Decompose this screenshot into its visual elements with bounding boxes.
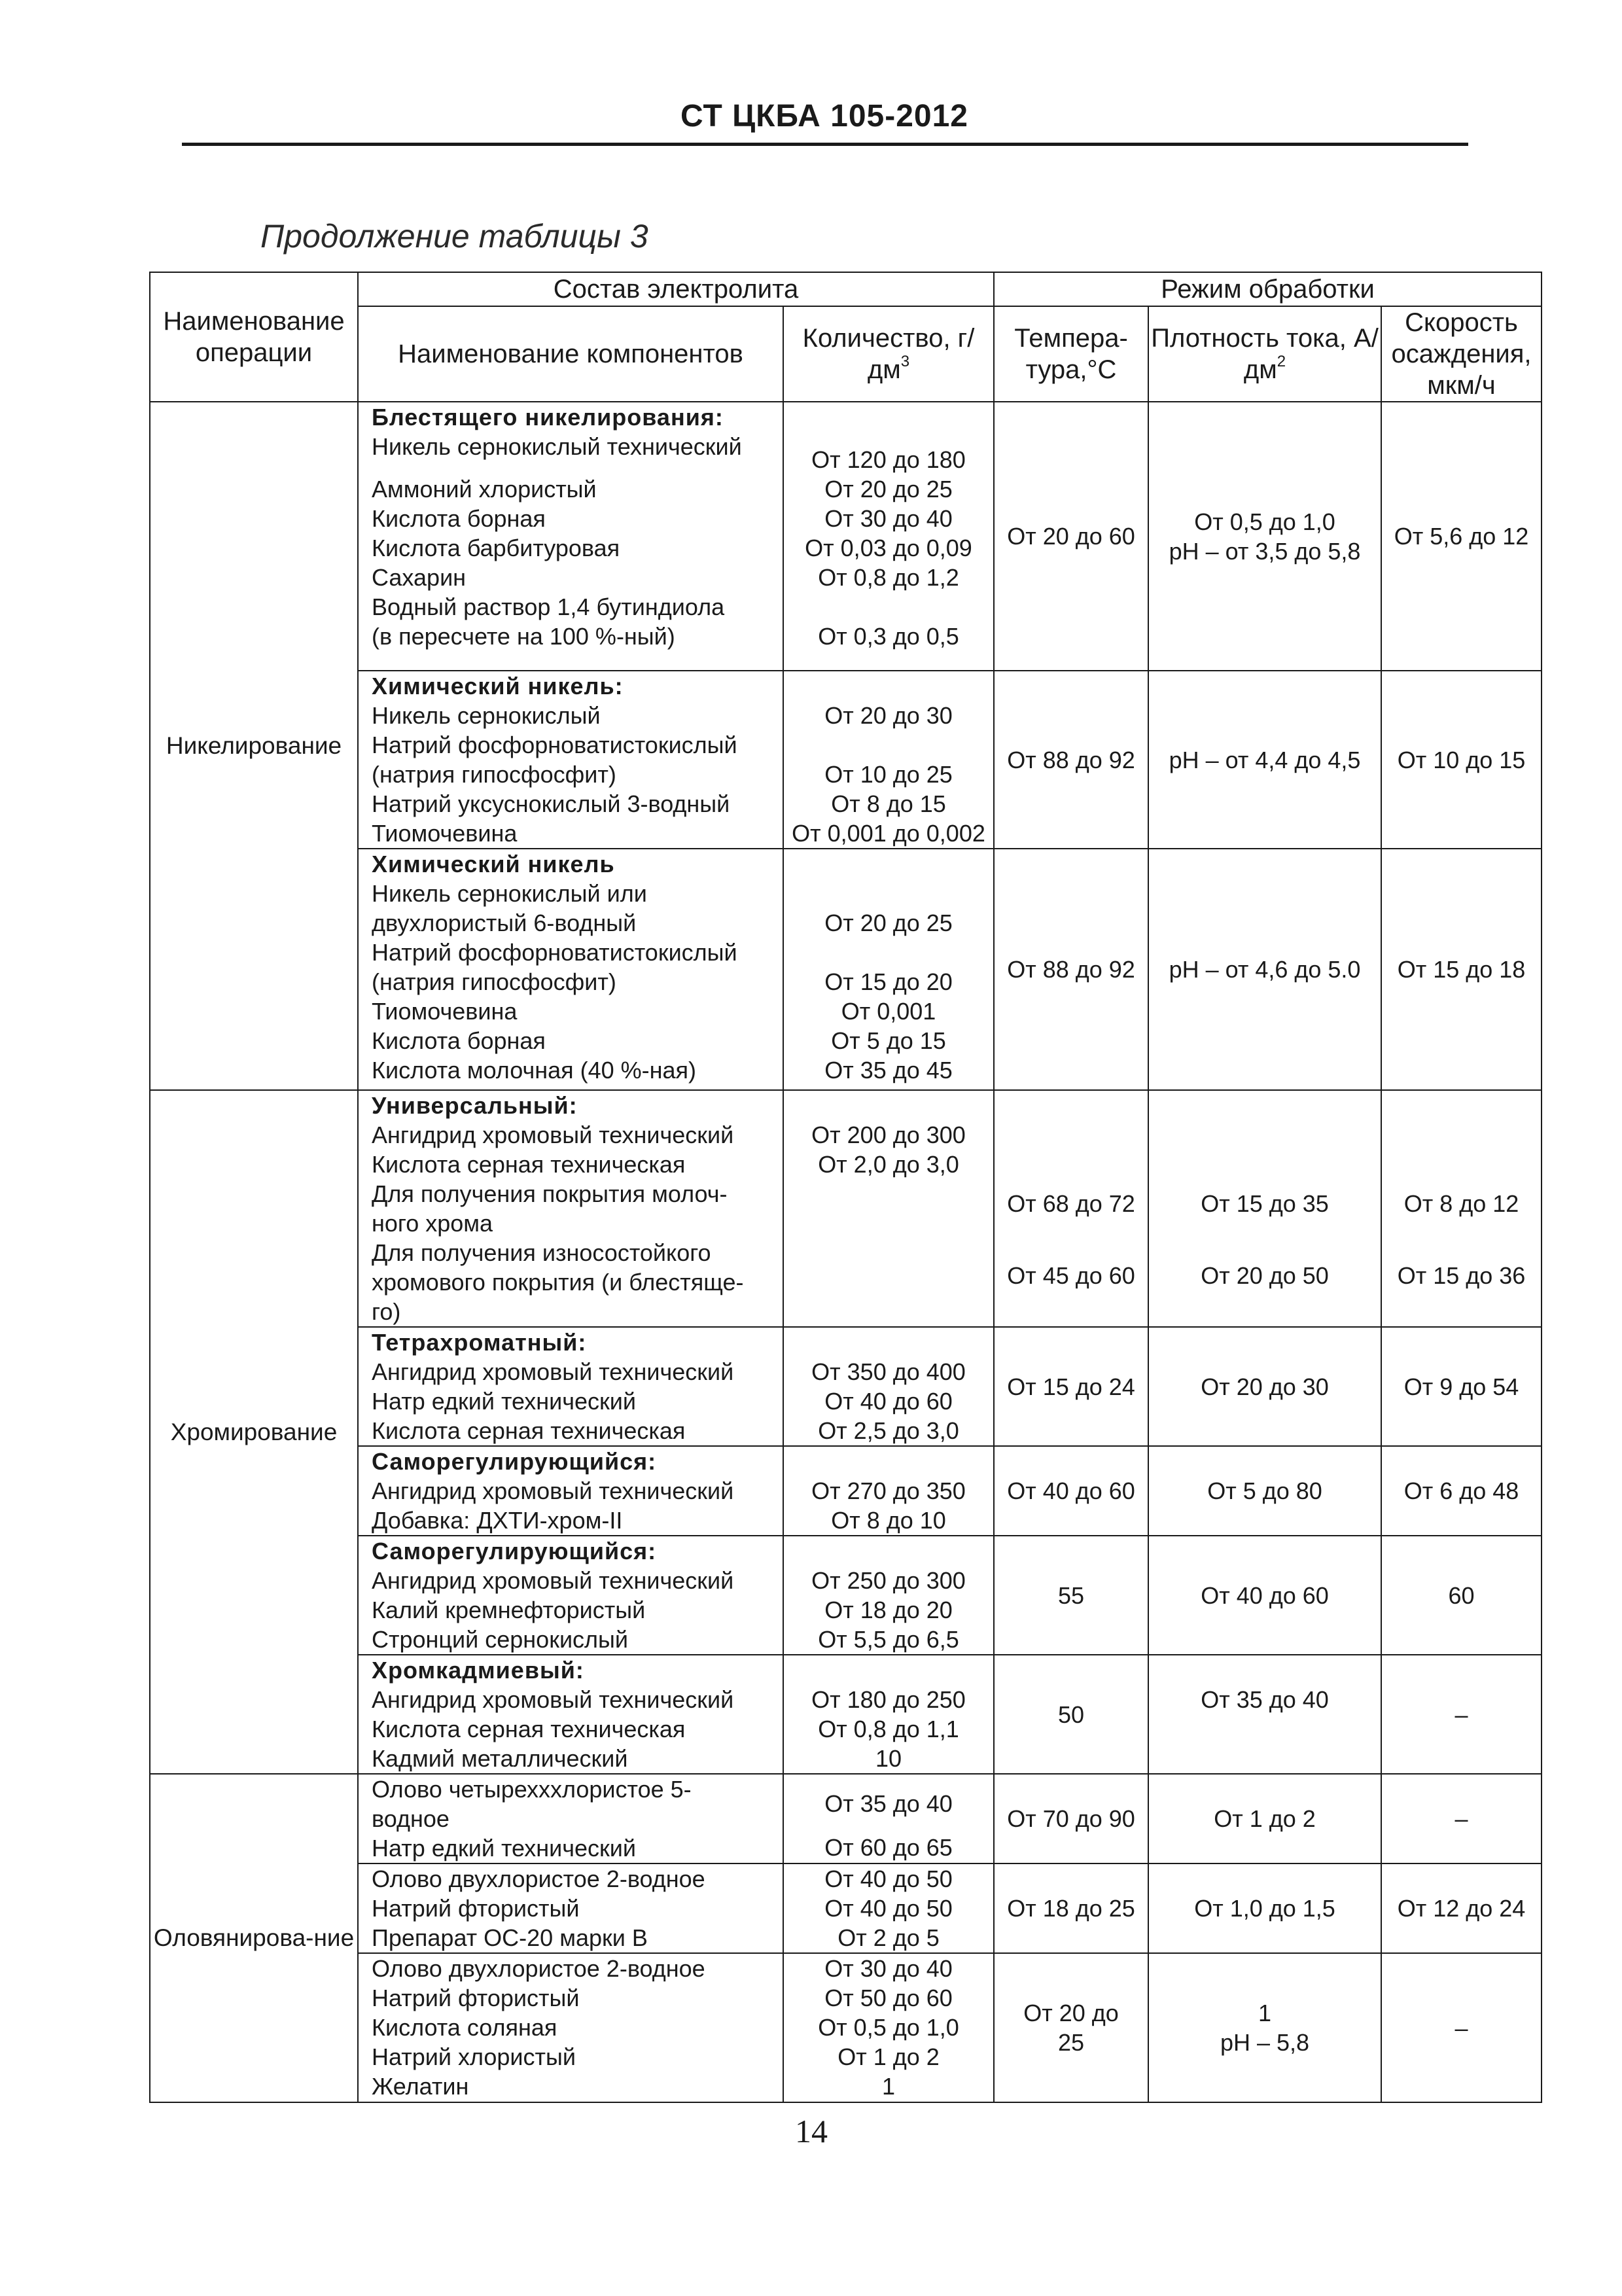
quantity-line [784,1091,993,1120]
components-cell [358,1863,783,1953]
component-line: Универсальный: [372,1092,578,1119]
component-line: Тетрахроматный: [372,1329,587,1356]
component-line: водное [372,1805,450,1832]
quantities-cell [783,849,994,1090]
rate-cell: 60 [1381,1536,1542,1655]
quantity-line: От 200 до 300 [811,1122,966,1148]
temperature-cell [994,1953,1148,2102]
group-row-8 [150,1655,1542,1774]
density-cell: pH – от 4,4 до 4,5 [1148,671,1381,849]
group-row-2 [150,671,1542,849]
group-row-4 [150,1090,1542,1327]
quantity-line [784,938,993,967]
rate-cell: – [1381,1774,1542,1863]
component-line: Никель сернокислый или [372,880,647,907]
density-cell: От 1,0 до 1,5 [1148,1863,1381,1953]
quantity-line [784,1655,993,1685]
quantity-line: От 18 до 20 [824,1597,953,1623]
quantity-line [784,402,993,432]
quantity-line: От 0,03 до 0,09 [805,535,972,561]
quantity-line: От 20 до 30 [824,702,953,729]
component-line: Никель сернокислый [372,702,601,729]
component-line: Сахарин [372,564,467,591]
quantity-line: От 8 до 10 [831,1507,946,1534]
rate-cell: От 15 до 18 [1381,849,1542,1090]
header-mode: Режим обработки [994,272,1542,306]
group-row-9 [150,1774,1542,1863]
component-line [372,461,779,474]
header-temperature: Темпера-тура,°С [994,306,1148,402]
quantity-line: От 0,001 до 0,002 [792,820,985,847]
quantities-cell [783,1090,994,1327]
component-line: Кислота серная техническая [372,1716,686,1742]
quantities-cell [783,1536,994,1655]
component-line: Аммоний хлористый [372,476,597,503]
quantity-line: От 0,5 до 1,0 [818,2014,959,2041]
table-caption: Продолжение таблицы 3 [260,218,648,255]
component-line: Кислота серная техническая [372,1151,686,1178]
density-cell: От 35 до 40 [1148,1655,1381,1774]
temperature-cell: От 88 до 92 [994,849,1148,1090]
quantity-line: От 20 до 25 [824,910,953,936]
component-line: Кадмий металлический [372,1745,628,1772]
quantity-line: От 15 до 20 [824,968,953,995]
components-cell [358,1655,783,1774]
header-rule [182,143,1468,146]
quantities-cell [783,1446,994,1536]
header-density-text: Плотность тока, А/дм [1151,324,1379,384]
component-line: Блестящего никелирования: [372,404,724,431]
temperature-cell: 50 [994,1655,1148,1774]
group-row-6 [150,1446,1542,1536]
quantity-line [784,432,993,445]
group-row-7 [150,1536,1542,1655]
components-cell [358,1327,783,1446]
component-line: Ангидрид хромовый технический [372,1122,734,1148]
density-cell: От 20 до 30 [1148,1327,1381,1446]
component-line: Ангидрид хромовый технический [372,1686,734,1713]
component-line: Саморегулирующийся: [372,1448,657,1475]
component-line: Кислота соляная [372,2014,557,2041]
rate-line: От 15 до 36 [1397,1262,1526,1289]
quantity-line: От 0,8 до 1,2 [818,564,959,591]
component-line: Добавка: ДХТИ-хром-II [372,1507,623,1534]
quantities-cell [783,671,994,849]
components-cell [358,1090,783,1327]
header-current-density [1148,306,1381,402]
component-line: Ангидрид хромовый технический [372,1567,734,1594]
components-cell [358,402,783,671]
density-line: От 0,5 до 1,0 [1194,508,1335,535]
rate-cell: От 9 до 54 [1381,1327,1542,1446]
component-line: Натрий уксуснокислый 3-водный [372,790,730,817]
component-line: Для получения износостойкого [372,1239,711,1266]
header-rate: Скорость осаждения, мкм/ч [1381,306,1542,402]
component-line: Натр едкий технический [372,1388,636,1415]
temperature-cell: От 15 до 24 [994,1327,1148,1446]
component-line: Ангидрид хромовый технический [372,1358,734,1385]
quantities-cell [783,1655,994,1774]
components-cell [358,671,783,849]
temperature-line: От 45 до 60 [1007,1262,1135,1289]
rate-cell: От 10 до 15 [1381,671,1542,849]
temperature-cell: От 70 до 90 [994,1774,1148,1863]
temperature-cell [994,1090,1148,1327]
quantities-cell [783,1327,994,1446]
component-line: Натрий фтористый [372,1985,580,2011]
rate-cell: – [1381,1953,1542,2102]
component-line: (в пересчете на 100 %-ный) [372,623,675,650]
component-line: (натрия гипосфосфит) [372,761,616,788]
quantity-line: От 40 до 50 [824,1865,953,1892]
quantity-line: От 30 до 40 [824,1955,953,1982]
quantities-cell [783,1863,994,1953]
component-line: Кислота серная техническая [372,1417,686,1444]
electrolyte-table [149,272,1542,2103]
group-row-11 [150,1953,1542,2102]
quantity-line: От 180 до 250 [811,1686,966,1713]
quantity-line [784,1775,993,1789]
quantities-cell [783,402,994,671]
quantity-line: От 40 до 60 [824,1388,953,1415]
temperature-cell: От 20 до 60 [994,402,1148,671]
density-cell: От 1 до 2 [1148,1774,1381,1863]
component-line: Тиомочевина [372,820,518,847]
quantity-line: От 2 до 5 [837,1924,940,1951]
component-line: Химический никель [372,851,615,877]
component-line: Натрий фосфорноватистокислый [372,939,737,966]
component-line: (натрия гипосфосфит) [372,968,616,995]
component-line: Натрий фтористый [372,1895,580,1922]
temperature-line: 25 [1057,2029,1085,2056]
component-line: Желатин [372,2073,469,2100]
header-operation: Наименование операции [150,272,358,402]
components-cell [358,849,783,1090]
header-quantity-sup: 3 [900,353,910,370]
rate-cell: – [1381,1655,1542,1774]
component-line: Хромкадмиевый: [372,1657,584,1684]
quantity-line: От 10 до 25 [824,761,953,788]
quantity-line: От 0,3 до 0,5 [818,623,959,650]
operation-nickel: Никелирование [150,402,358,1090]
quantity-line: От 8 до 15 [831,790,946,817]
operation-tin: Оловянирова-ние [150,1774,358,2102]
header-row-2 [150,306,1542,402]
component-line: Кислота борная [372,505,546,532]
quantities-cell [783,1953,994,2102]
quantity-line: От 30 до 40 [824,505,953,532]
quantity-line: От 2,5 до 3,0 [818,1417,959,1444]
rate-cell [1381,1090,1542,1327]
quantity-line [784,879,993,908]
quantity-line: От 350 до 400 [811,1358,966,1385]
density-cell [1148,1090,1381,1327]
density-line: От 20 до 50 [1201,1262,1329,1289]
quantity-line: От 5 до 15 [831,1027,946,1054]
header-quantity-text: Количество, г/дм [802,324,975,384]
quantity-line: От 35 до 40 [824,1790,953,1817]
density-line: pH – 5,8 [1220,2029,1310,2056]
density-cell [1148,402,1381,671]
density-line: От 15 до 35 [1201,1190,1329,1217]
components-cell [358,1536,783,1655]
component-line: хромового покрытия (и блестяще- [372,1269,744,1296]
density-cell: От 40 до 60 [1148,1536,1381,1655]
header-row-1 [150,272,1542,306]
components-cell [358,1953,783,2102]
component-line: Натр едкий технический [372,1835,636,1862]
components-cell [358,1774,783,1863]
component-line: Для получения покрытия молоч- [372,1180,728,1207]
temperature-line: От 20 до [1023,2000,1119,2026]
rate-cell: От 6 до 48 [1381,1446,1542,1536]
component-line: Олово двухлористое 2-водное [372,1955,705,1982]
group-row-1 [150,402,1542,671]
quantity-line [784,730,993,760]
component-line: Никель сернокислый технический [372,433,742,460]
quantity-line: От 2,0 до 3,0 [818,1151,959,1178]
quantity-line [784,671,993,701]
component-line: Химический никель: [372,673,624,699]
component-line: Кислота молочная (40 %-ная) [372,1057,697,1084]
component-line: го) [372,1298,401,1325]
component-line: Тиомочевина [372,998,518,1025]
header-components: Наименование компонентов [358,306,783,402]
quantity-line: От 60 до 65 [824,1834,953,1861]
component-line: Ангидрид хромовый технический [372,1477,734,1504]
quantity-line: 1 [881,2073,896,2100]
component-line: двухлористый 6-водный [372,910,637,936]
density-line: 1 [1258,2000,1272,2026]
page-number: 14 [795,2113,828,2149]
component-line: Кислота борная [372,1027,546,1054]
components-cell [358,1446,783,1536]
density-cell: pH – от 4,6 до 5.0 [1148,849,1381,1090]
quantity-line [784,1328,993,1357]
quantity-line: От 0,8 до 1,1 [818,1716,959,1742]
group-row-3 [150,849,1542,1090]
quantity-line: От 1 до 2 [837,2043,940,2070]
component-line: Олово двухлористое 2-водное [372,1865,705,1892]
density-cell [1148,1953,1381,2102]
quantity-line: От 120 до 180 [811,446,966,473]
component-line: Калий кремнефтористый [372,1597,646,1623]
quantity-line: 10 [875,1745,902,1772]
quantity-line: От 20 до 25 [824,476,953,503]
quantity-line [784,1536,993,1566]
group-row-10 [150,1863,1542,1953]
component-line: Стронций сернокислый [372,1626,629,1653]
density-cell: От 5 до 80 [1148,1446,1381,1536]
quantity-line: От 0,001 [841,998,936,1025]
temperature-line: От 68 до 72 [1007,1190,1135,1217]
document-header: СТ ЦКБА 105-2012 [680,99,968,133]
component-line: Кислота барбитуровая [372,535,620,561]
rate-cell: От 5,6 до 12 [1381,402,1542,671]
quantity-line: От 35 до 45 [824,1057,953,1084]
temperature-cell: От 40 до 60 [994,1446,1148,1536]
component-line: Водный раствор 1,4 бутиндиола [372,593,725,620]
operation-chrome: Хромирование [150,1090,358,1774]
quantity-line: От 40 до 50 [824,1895,953,1922]
quantities-cell [783,1774,994,1863]
temperature-cell: 55 [994,1536,1148,1655]
quantity-line: От 270 до 350 [811,1477,966,1504]
header-electrolyte: Состав электролита [358,272,994,306]
quantity-line: От 50 до 60 [824,1985,953,2011]
group-row-5 [150,1327,1542,1446]
quantity-line [784,1447,993,1476]
header-density-sup: 2 [1277,353,1286,370]
component-line: Препарат ОС-20 марки В [372,1924,648,1951]
temperature-cell: От 18 до 25 [994,1863,1148,1953]
quantity-line [784,849,993,879]
component-line: Натрий фосфорноватистокислый [372,732,737,758]
header-quantity [783,306,994,402]
component-line: Олово четырехххлористое 5- [372,1776,692,1803]
component-line: Натрий хлористый [372,2043,576,2070]
rate-line: От 8 до 12 [1403,1190,1519,1217]
component-line: ного хрома [372,1210,493,1237]
quantity-line [784,592,993,622]
temperature-cell: От 88 до 92 [994,671,1148,849]
component-line: Саморегулирующийся: [372,1538,657,1564]
quantity-line: От 5,5 до 6,5 [818,1626,959,1653]
density-line: pH – от 3,5 до 5,8 [1169,537,1361,565]
rate-cell: От 12 до 24 [1381,1863,1542,1953]
quantity-line: От 250 до 300 [811,1567,966,1594]
